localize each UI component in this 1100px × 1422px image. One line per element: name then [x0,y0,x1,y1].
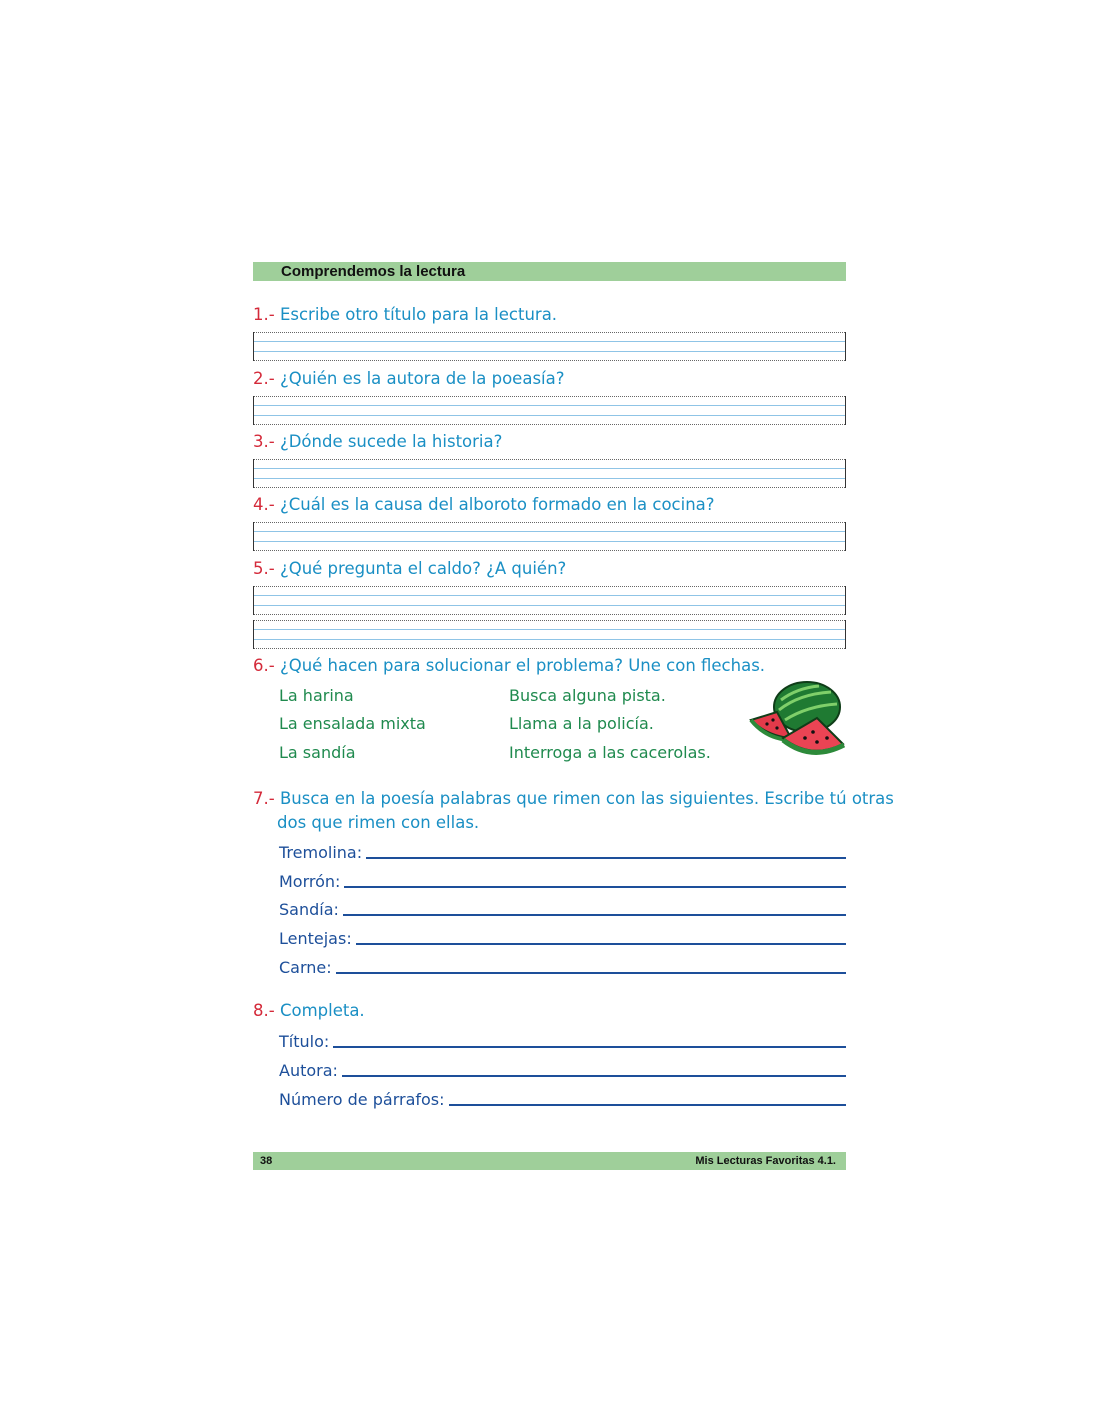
question-text: ¿Qué hacen para solucionar el problema? Une con flechas. [279,656,766,675]
question-number: 8.- [253,1001,275,1020]
section-header [253,262,846,281]
question-number: 4.- [253,495,275,514]
complete-field-titulo[interactable] [279,1027,846,1051]
field-label: Morrón: [279,872,341,891]
question-number: 6.- [253,656,275,675]
question-text: Completa. [279,1001,365,1020]
page-footer [253,1152,846,1170]
answer-box-5a[interactable] [253,586,846,615]
answer-line[interactable] [342,1075,846,1077]
complete-field-parrafos[interactable] [279,1085,846,1109]
rhyme-field-sandia[interactable] [279,895,846,919]
question-5 [253,559,566,578]
field-label: Carne: [279,958,332,977]
rhyme-field-morron[interactable] [279,867,846,891]
question-text: ¿Dónde sucede la historia? [279,432,503,451]
question-number: 3.- [253,432,275,451]
question-text: Escribe otro título para la lectura. [279,305,558,324]
answer-line[interactable] [336,972,846,974]
answer-line[interactable] [344,886,846,888]
section-title: Comprendemos la lectura [281,263,466,280]
question-8 [253,1001,365,1020]
answer-box-4[interactable] [253,522,846,551]
rhyme-field-lentejas[interactable] [279,924,846,948]
question-number: 2.- [253,369,275,388]
question-7 [253,789,894,808]
answer-box-5b[interactable] [253,620,846,649]
match-right-item[interactable]: Llama a la policía. [509,714,654,733]
complete-field-autora[interactable] [279,1056,846,1080]
question-text: Busca en la poesía palabras que rimen con las siguientes. Escribe tú otras [279,789,894,808]
question-text: ¿Qué pregunta el caldo? ¿A quién? [279,559,567,578]
rhyme-field-carne[interactable] [279,953,846,977]
question-1 [253,305,557,324]
answer-box-2[interactable] [253,396,846,425]
field-label: Lentejas: [279,929,352,948]
question-text: ¿Quién es la autora de la poeasía? [279,369,565,388]
answer-box-3[interactable] [253,459,846,488]
question-number: 7.- [253,789,275,808]
question-7-continued: dos que rimen con ellas. [277,813,480,832]
question-2 [253,369,565,388]
question-6 [253,656,765,675]
worksheet-page [253,0,894,1422]
answer-line[interactable] [356,943,846,945]
answer-box-1[interactable] [253,332,846,361]
book-title: Mis Lecturas Favoritas 4.1. [695,1155,836,1167]
question-text: ¿Cuál es la causa del alboroto formado en la cocina? [279,495,715,514]
field-label: Título: [279,1032,330,1051]
question-number: 5.- [253,559,275,578]
rhyme-field-tremolina[interactable] [279,838,846,862]
answer-line[interactable] [333,1046,846,1048]
question-4 [253,495,715,514]
field-label: Tremolina: [279,843,363,862]
match-right-item[interactable]: Interroga a las cacerolas. [509,743,711,762]
answer-line[interactable] [449,1104,846,1106]
answer-line[interactable] [343,914,846,916]
question-number: 1.- [253,305,275,324]
match-left-item[interactable]: La harina [279,686,354,705]
watermelon-icon [747,680,845,760]
field-label: Sandía: [279,900,339,919]
match-left-item[interactable]: La sandía [279,743,356,762]
field-label: Número de párrafos: [279,1090,445,1109]
answer-line[interactable] [366,857,846,859]
field-label: Autora: [279,1061,338,1080]
page-number: 38 [260,1155,273,1167]
match-left-item[interactable]: La ensalada mixta [279,714,426,733]
question-3 [253,432,502,451]
match-right-item[interactable]: Busca alguna pista. [509,686,666,705]
